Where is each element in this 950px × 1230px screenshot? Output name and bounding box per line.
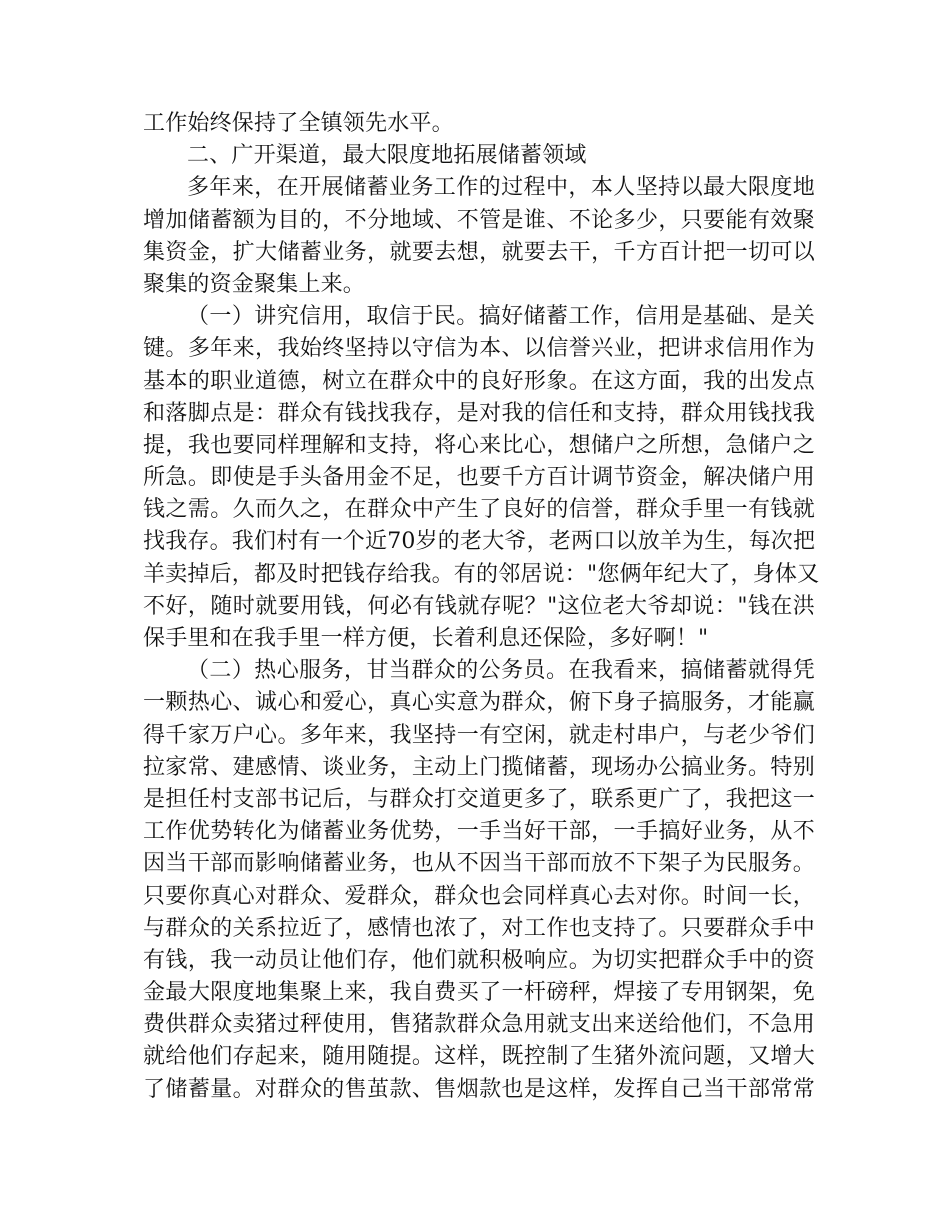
text-line: 二、广开渠道，最大限度地拓展储蓄领域	[187, 143, 587, 169]
text-line: 工作始终保持了全镇领先水平。	[143, 111, 454, 136]
text-line: 费供群众卖猪过秤使用，售猪款群众急用就支出来送给他们，不急用	[143, 1012, 815, 1038]
text-line: 因当干部而影响储蓄业务，也从不因当干部而放不下架子为民服务。	[143, 851, 815, 877]
text-line: 就给他们存起来，随用随提。这样，既控制了生猪外流问题，又增大	[143, 1044, 815, 1070]
text-line: 不好，随时就要用钱，何必有钱就存呢？"这位老大爷却说："钱在洪	[143, 593, 815, 619]
text-line: 和落脚点是：群众有钱找我存，是对我的信任和支持，群众用钱找我	[143, 400, 815, 426]
text-line: 金最大限度地集聚上来，我自费买了一杆磅秤，焊接了专用钢架，免	[143, 980, 815, 1006]
text-line: 得千家万户心。多年来，我坚持一有空闲，就走村串户，与老少爷们	[143, 722, 815, 748]
text-line: 保手里和在我手里一样方便，长着利息还保险，多好啊！"	[143, 626, 709, 651]
text-line: 聚集的资金聚集上来。	[143, 271, 366, 297]
text-line: 一颗热心、诚心和爱心，真心实意为群众，俯下身子搞服务，才能赢	[143, 690, 815, 716]
text-line: 找我存。我们村有一个近70岁的老大爷，老两口以放羊为生，每次把	[143, 529, 816, 555]
text-line: 与群众的关系拉近了，感情也浓了，对工作也支持了。只要群众手中	[143, 915, 815, 941]
text-line: 增加储蓄额为目的，不分地域、不管是谁、不论多少，只要能有效聚	[143, 207, 815, 233]
text-line: 是担任村支部书记后，与群众打交道更多了，联系更广了，我把这一	[143, 786, 815, 812]
text-line: 基本的职业道德，树立在群众中的良好形象。在这方面，我的出发点	[143, 368, 815, 394]
text-line: 所急。即使是手头备用金不足，也要千方百计调节资金，解决储户用	[143, 465, 815, 491]
text-line: 提，我也要同样理解和支持，将心来比心，想储户之所想，急储户之	[143, 432, 815, 458]
text-line: 羊卖掉后，都及时把钱存给我。有的邻居说："您俩年纪大了，身体又	[143, 561, 820, 587]
text-line: （二）热心服务，甘当群众的公务员。在我看来，搞储蓄就得凭	[187, 658, 815, 684]
document-body	[143, 108, 820, 1106]
text-line: 有钱，我一动员让他们存，他们就积极响应。为切实把群众手中的资	[143, 947, 815, 973]
text-line: 多年来，在开展储蓄业务工作的过程中，本人坚持以最大限度地	[187, 175, 815, 201]
text-line: 只要你真心对群众、爱群众，群众也会同样真心去对你。时间一长，	[143, 883, 815, 909]
text-line: （一）讲究信用，取信于民。搞好储蓄工作，信用是基础、是关	[187, 304, 815, 330]
text-line: 钱之需。久而久之，在群众中产生了良好的信誉，群众手里一有钱就	[143, 497, 815, 523]
text-line: 拉家常、建感情、谈业务，主动上门揽储蓄，现场办公搞业务。特别	[143, 754, 815, 780]
text-line: 了储蓄量。对群众的售茧款、售烟款也是这样，发挥自己当干部常常	[143, 1076, 815, 1102]
text-line: 工作优势转化为储蓄业务优势，一手当好干部，一手搞好业务，从不	[143, 819, 815, 845]
text-line: 键。多年来，我始终坚持以守信为本、以信誉兴业，把讲求信用作为	[143, 336, 815, 362]
text-line: 集资金，扩大储蓄业务，就要去想，就要去干，千方百计把一切可以	[143, 239, 815, 265]
